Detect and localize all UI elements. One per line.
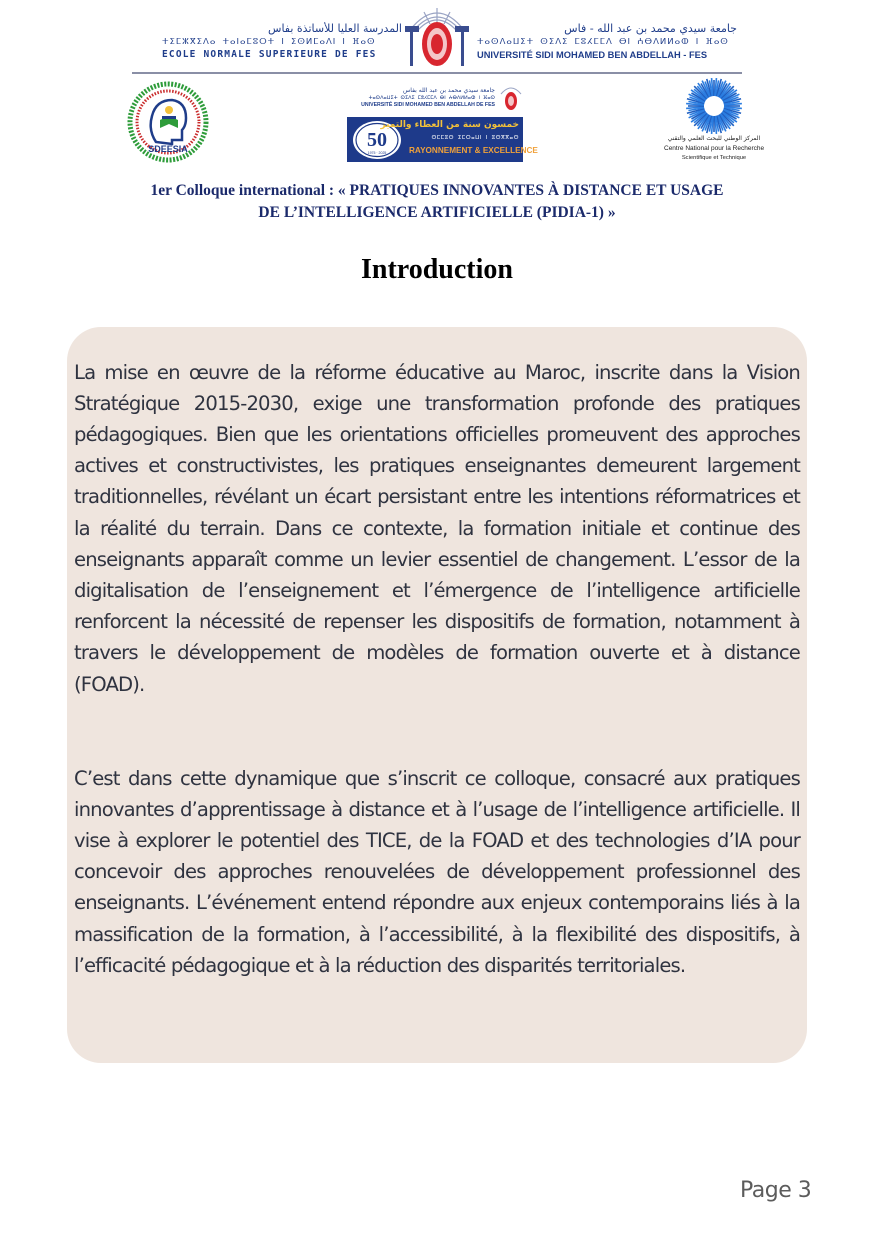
usmba-name-block (477, 22, 737, 62)
sdeesia-logo-icon (126, 80, 210, 164)
header-banner (132, 0, 742, 80)
cnrst-arabic-name: المركز الوطني للبحث العلمي والتقني (667, 135, 761, 142)
sunburst-center (706, 98, 722, 114)
introduction-paragraph-2: C’est dans cette dynamique que s’inscrit ce colloque, consacré aux pratiques innovantes d’apprentissage à distance et à l’usage de l’intelligence artificielle. Il vise à explorer le potentiel des TICE, de la FOAD et des technologies d’IA pour concevoir des approches renouvelées de développement professionnel des enseignants. L’événement entend répondre aux enjeux contemporains liés à la massification de la formation, à l’accessibilité, à la flexibilité des dispositifs, à l’efficacité pédagogique et à la réduction des disparités territoriales. (74, 766, 800, 977)
introduction-content-box (67, 327, 807, 1063)
usmba-arabic-name: جامعة سيدي محمد بن عبد الله - فاس (564, 22, 737, 35)
anniversary-arabic-slogan: خمسون سنة من العطاء والتميز (380, 120, 519, 130)
anniversary-banner (347, 117, 538, 162)
page-number: Page 3 (740, 1178, 812, 1203)
usmba-tifinagh-name: ⵜⴰⵙⴷⴰⵡⵉⵜ ⵙⵉⴷⵉ ⵎⵓⵃⵎⵎⴷ ⴱⵏ ⵄⴱⴷⵍⵍⴰⵀ ⵏ ⴼⴰⵙ (477, 37, 729, 47)
sdeesia-label: SDEESIA (148, 144, 188, 154)
anniversary-univ-french: UNIVERSITÉ SIDI MOHAMED BEN ABDELLAH DE FES (361, 102, 495, 108)
ens-arabic-name: المدرسة العليا للأساتذة بفاس (268, 22, 402, 35)
anniversary-logo (347, 83, 538, 163)
ens-french-name: ECOLE NORMALE SUPERIEURE DE FES (162, 49, 377, 60)
anniversary-tifinagh-slogan: ⵙⵎⵎⵓⵙ ⵉⵎⵔⴰⵡⵏ ⵏ ⵓⵙⴳⴳⴰⵙ (431, 135, 519, 141)
header-divider (132, 72, 742, 74)
introduction-paragraph-1: La mise en œuvre de la réforme éducative au Maroc, inscrite dans la Vision Stratégique 2015-2030, exige une transformation profonde des pratiques pédagogiques. Bien que les orientations officielles promeuvent des approches actives et constructivistes, les pratiques enseignantes demeurent largement traditionnelles, révélant un écart persistant entre les intentions réformatrices et la réalité du terrain. Dans ce contexte, la formation initiale et continue des enseignants apparaît comme un levier essentiel de changement. L’essor de la digitalisation de l’enseignement et l’émergence de l’intelligence artificielle renforcent la nécessité de repenser les dispositifs de formation, notamment à travers le développement de modèles de formation ouverte et à distance (FOAD). (74, 360, 800, 696)
anniversary-french-slogan: RAYONNEMENT & EXCELLENCE (409, 146, 538, 155)
colloque-title-line2: DE L’INTELLIGENCE ARTIFICIELLE (PIDIA-1) » (258, 204, 616, 221)
section-heading: Introduction (361, 254, 513, 285)
fifty-years-range: 1975 · 2025 (367, 151, 387, 155)
fifty-number: 50 (367, 129, 387, 151)
anniversary-univ-arabic: جامعة سيدي محمد بن عبد الله بفاس (402, 87, 495, 94)
usmba-french-name: UNIVERSITÉ SIDI MOHAMED BEN ABDELLAH - FES (477, 50, 708, 60)
colloque-title-line1: 1er Colloque international : « PRATIQUES INNOVANTES À DISTANCE ET USAGE (150, 182, 724, 199)
colloque-title (60, 180, 814, 224)
cnrst-name-line1: Centre National pour la Recherche (664, 145, 765, 152)
university-emblem-icon (402, 2, 472, 74)
ens-fes-name-block (162, 22, 402, 62)
anniversary-univ-tifinagh: ⵜⴰⵙⴷⴰⵡⵉⵜ ⵙⵉⴷⵉ ⵎⵓⵃⵎⵎⴷ ⴱⵏ ⵄⴱⴷⵍⵍⴰⵀ ⵏ ⴼⴰⵙ (368, 95, 495, 101)
anniversary-university-header (347, 83, 523, 113)
small-university-emblem-icon (499, 84, 523, 112)
ens-tifinagh-name: ⵜⵉⵎⵣⴳⵉⴷⴰ ⵜⴰⵏⴰⵎⵓⵔⵜ ⵏ ⵉⵙⵍⵎⴰⴷⵏ ⵏ ⴼⴰⵙ (162, 37, 376, 47)
cnrst-sunburst-icon (664, 76, 764, 144)
cnrst-logo (664, 76, 764, 166)
cnrst-name-line2: Scientifique et Technique (681, 155, 747, 161)
